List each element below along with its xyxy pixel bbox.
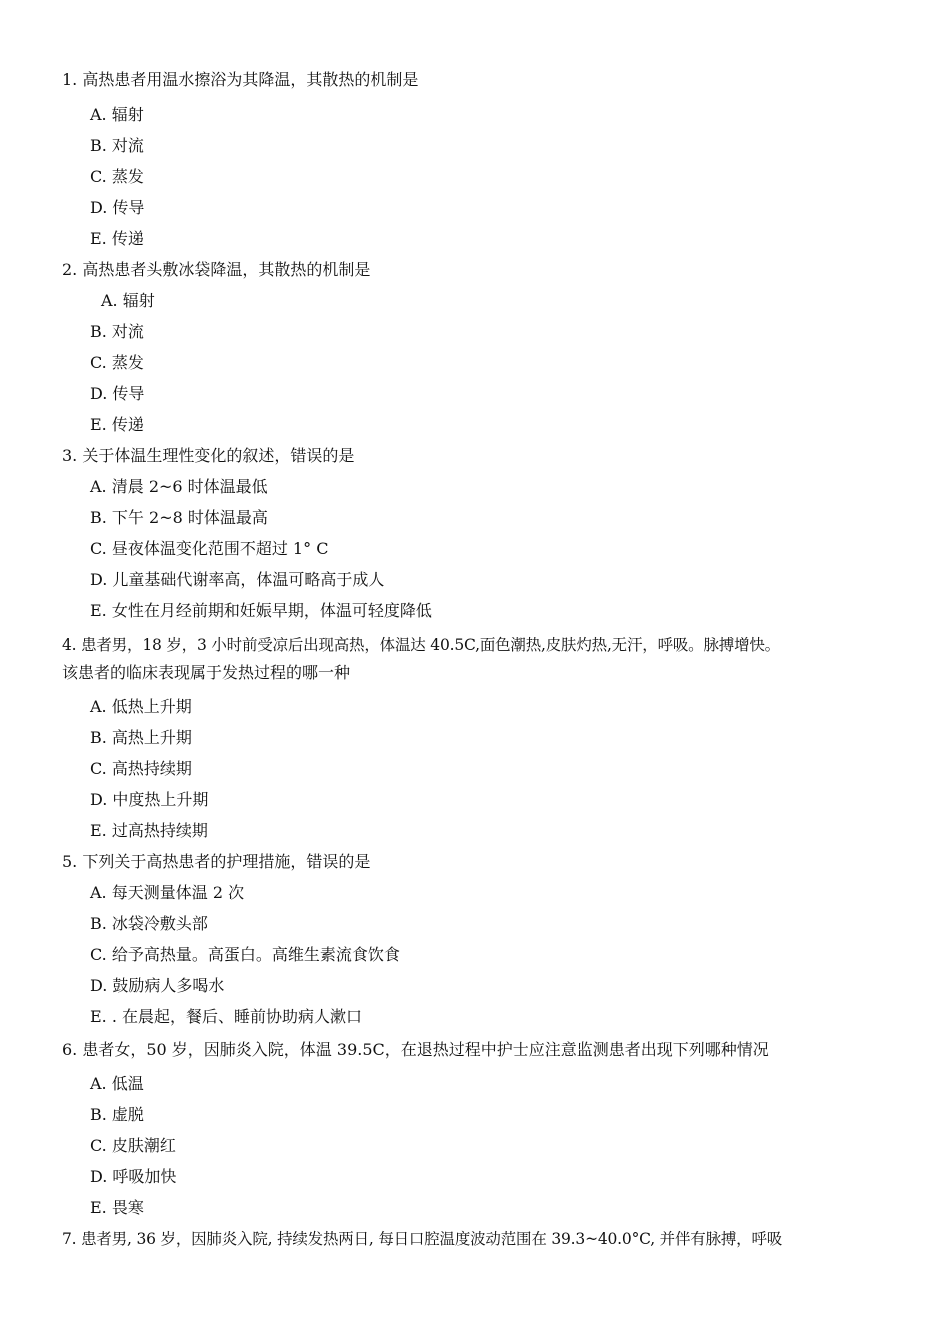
- question-6-stem: 6. 患者女，50 岁，因肺炎入院，体温 39.5C，在退热过程中护士应注意监测患者出现下列哪种情况: [62, 1040, 769, 1059]
- question-5-option-c: C. 给予高热量。高蛋白。高维生素流食饮食: [90, 945, 400, 964]
- question-3-option-e: E. 女性在月经前期和妊娠早期，体温可轻度降低: [90, 601, 432, 620]
- question-6-option-c: C. 皮肤潮红: [90, 1136, 176, 1155]
- question-3-option-a: A. 清晨 2~6 时体温最低: [90, 477, 268, 496]
- question-3-option-c: C. 昼夜体温变化范围不超过 1° C: [90, 539, 329, 558]
- question-5-option-d: D. 鼓励病人多喝水: [90, 976, 225, 995]
- question-4-option-c: C. 高热持续期: [90, 759, 192, 778]
- question-6-option-a: A. 低温: [90, 1074, 144, 1093]
- question-3-option-d: D. 儿童基础代谢率高，体温可略高于成人: [90, 570, 385, 589]
- question-3-stem: 3. 关于体温生理性变化的叙述，错误的是: [62, 446, 355, 465]
- question-5-stem: 5. 下列关于高热患者的护理措施，错误的是: [62, 852, 371, 871]
- question-1-option-b: B. 对流: [90, 136, 144, 155]
- question-3-option-b: B. 下午 2~8 时体温最高: [90, 508, 268, 527]
- question-2-option-a: A. 辐射: [101, 291, 155, 310]
- question-4-stem: 4. 患者男，18 岁，3 小时前受凉后出现高热，体温达 40.5C,面色潮热,皮肤灼热,无汗，呼吸。脉搏增快。: [62, 636, 780, 654]
- question-7-stem: 7. 患者男, 36 岁，因肺炎入院, 持续发热两日, 每日口腔温度波动范围在 39.3~40.0°C, 并伴有脉搏，呼吸: [62, 1230, 783, 1248]
- question-1-option-a: A. 辐射: [90, 105, 144, 124]
- question-4-option-b: B. 高热上升期: [90, 728, 192, 747]
- question-1-option-c: C. 蒸发: [90, 167, 144, 186]
- question-2-option-b: B. 对流: [90, 322, 144, 341]
- question-6-option-d: D. 呼吸加快: [90, 1167, 177, 1186]
- question-5-option-b: B. 冰袋冷敷头部: [90, 914, 208, 933]
- question-1-option-e: E. 传递: [90, 229, 144, 248]
- question-5-option-a: A. 每天测量体温 2 次: [90, 883, 245, 902]
- question-4-option-e: E. 过高热持续期: [90, 821, 208, 840]
- question-4-option-d: D. 中度热上升期: [90, 790, 209, 809]
- question-4-option-a: A. 低热上升期: [90, 697, 192, 716]
- question-6-option-b: B. 虚脱: [90, 1105, 144, 1124]
- question-6-option-e: E. 畏寒: [90, 1198, 144, 1217]
- question-2-option-c: C. 蒸发: [90, 353, 144, 372]
- question-2-stem: 2. 高热患者头敷冰袋降温，其散热的机制是: [62, 260, 371, 279]
- question-1-option-d: D. 传导: [90, 198, 145, 217]
- question-1-stem: 1. 高热患者用温水擦浴为其降温，其散热的机制是: [62, 70, 419, 89]
- question-5-option-e: E. . 在晨起，餐后、睡前协助病人漱口: [90, 1007, 363, 1026]
- question-4-stem-continued: 该患者的临床表现属于发热过程的哪一种: [62, 663, 351, 682]
- question-2-option-e: E. 传递: [90, 415, 144, 434]
- question-2-option-d: D. 传导: [90, 384, 145, 403]
